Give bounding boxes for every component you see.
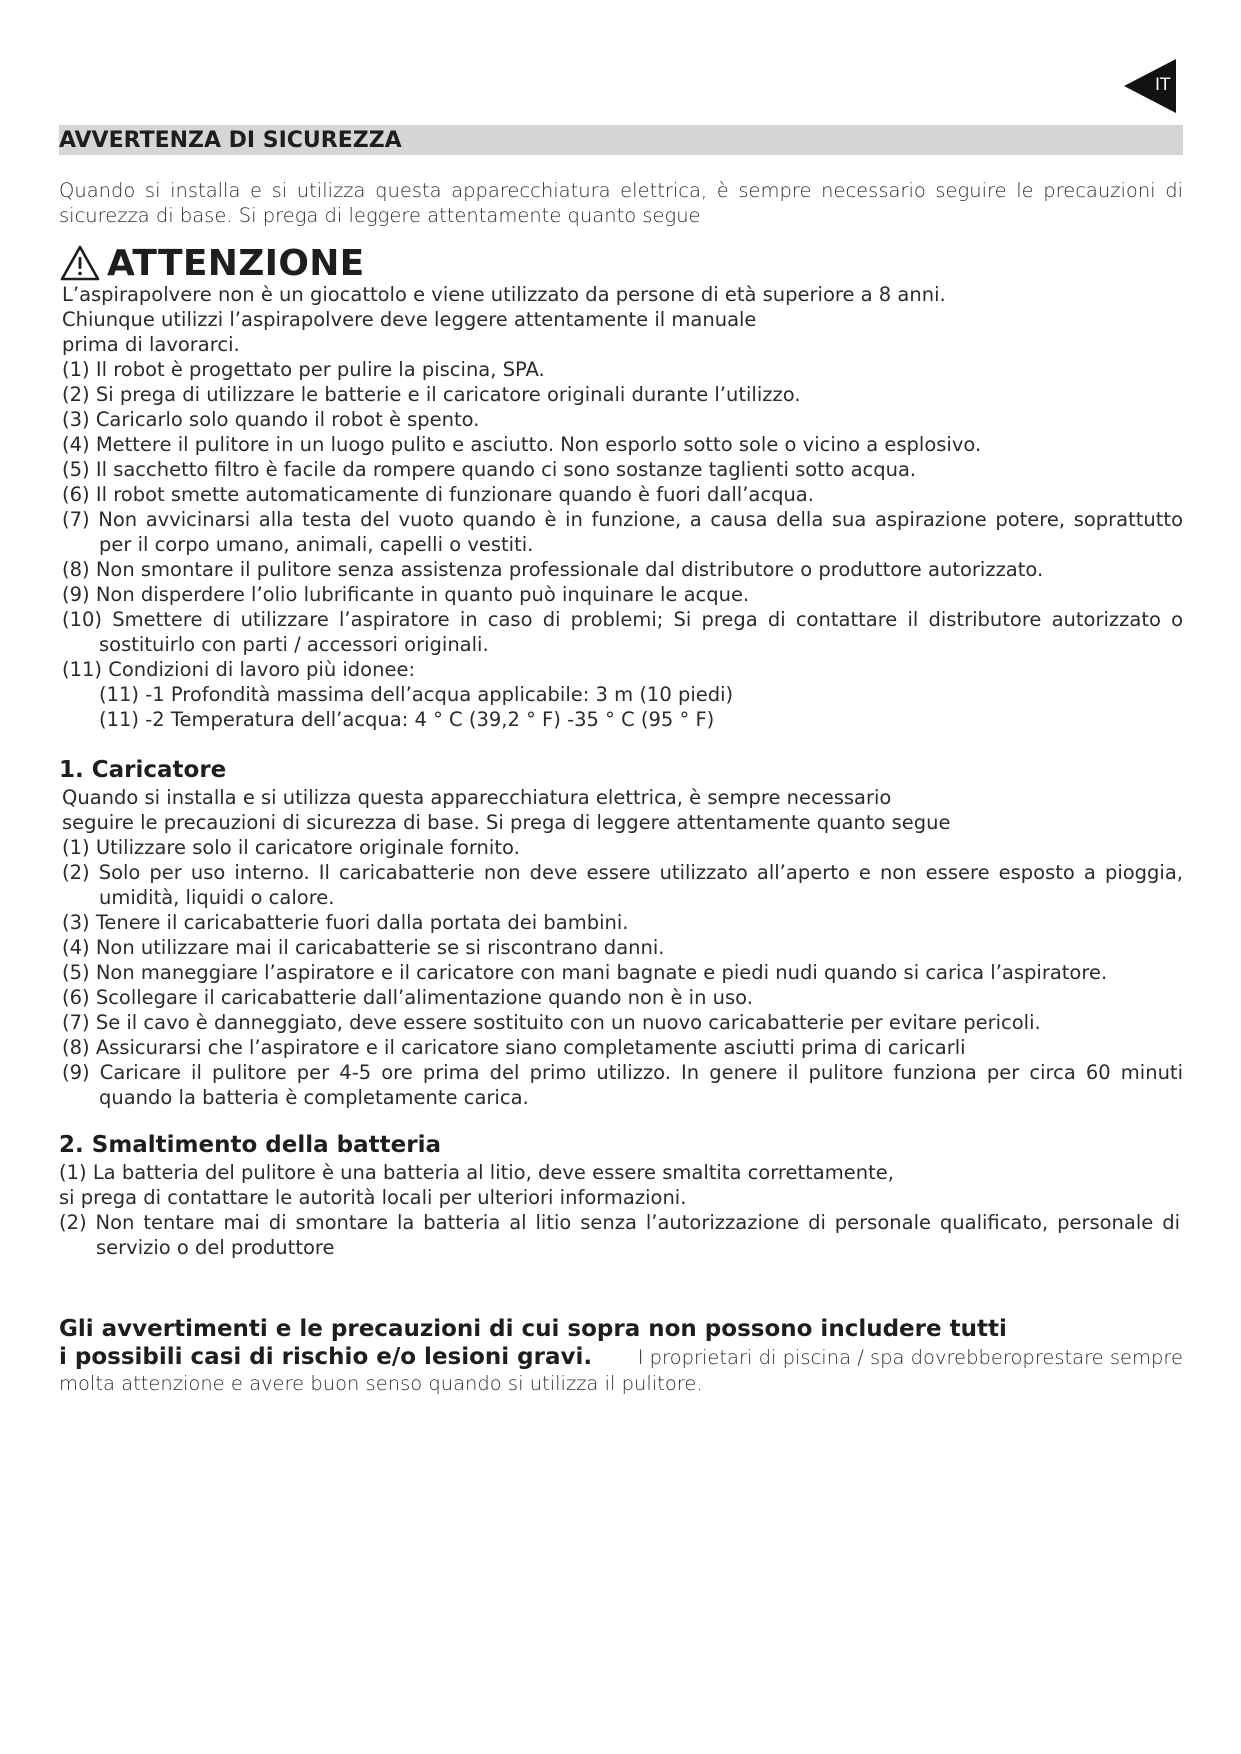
list-item-continuation: sostituirlo con parti / accessori originali. (99, 633, 489, 656)
list-item: (5) Non maneggiare l’aspiratore e il caricatore con mani bagnate e piedi nudi quando si carica l’aspiratore. (62, 961, 1108, 984)
charger-list (62, 785, 1183, 1110)
list-item: Chiunque utilizzi l’aspirapolvere deve leggere attentamente il manuale (62, 308, 757, 331)
list-item: (11) Condizioni di lavoro più idonee: (62, 658, 416, 681)
list-item: (1) Il robot è progettato per pulire la piscina, SPA. (62, 358, 545, 381)
disclaimer-bold-line: Gli avvertimenti e le precauzioni di cui sopra non possono includere tutti (59, 1316, 1007, 1342)
final-disclaimer (59, 1315, 1183, 1396)
disclaimer-text: I proprietari di piscina / spa dovrebberoprestare sempre (637, 1346, 1183, 1369)
list-item: Quando si installa e si utilizza questa apparecchiatura elettrica, è sempre necessario (62, 786, 892, 809)
disclaimer-text: molta attenzione e avere buon senso quando si utilizza il pulitore. (59, 1372, 703, 1395)
list-item: (10) Smettere di utilizzare l’aspiratore in caso di problemi; Si prega di contattare il distributore autorizzato o (62, 608, 1183, 631)
attention-list (62, 282, 1183, 732)
list-item: (7) Non avvicinarsi alla testa del vuoto quando è in funzione, a causa della sua aspirazione potere, soprattutto (62, 508, 1183, 531)
list-item: seguire le precauzioni di sicurezza di base. Si prega di leggere attentamente quanto segue (62, 811, 951, 834)
list-item: (5) Il sacchetto filtro è facile da rompere quando ci sono sostanze taglienti sotto acqua. (62, 458, 917, 481)
safety-title: AVVERTENZA DI SICUREZZA (59, 128, 402, 153)
list-item: (3) Tenere il caricabatterie fuori dalla portata dei bambini. (62, 911, 629, 934)
attention-title: ATTENZIONE (107, 242, 365, 284)
list-sub-item: (11) -1 Profondità massima dell’acqua applicabile: 3 m (10 piedi) (99, 683, 734, 706)
list-item-continuation: umidità, liquidi o calore. (99, 886, 335, 909)
list-item: (8) Assicurarsi che l’aspiratore e il caricatore siano completamente asciutti prima di caricarli (62, 1036, 966, 1059)
list-item: (3) Caricarlo solo quando il robot è spento. (62, 408, 480, 431)
list-item: (2) Non tentare mai di smontare la batteria al litio senza l’autorizzazione di personale qualificato, personale di (59, 1211, 1180, 1234)
list-item: prima di lavorarci. (62, 333, 240, 356)
list-item-continuation: per il corpo umano, animali, capelli o vestiti. (99, 533, 534, 556)
list-item-continuation: servizio o del produttore (96, 1236, 335, 1259)
language-tab-shape (1124, 59, 1183, 113)
safety-intro: Quando si installa e si utilizza questa apparecchiatura elettrica, è sempre necessario seguire le precauzioni di sicurezza di base. Si prega di leggere attentamente quanto segue (59, 179, 1183, 227)
charger-title: 1. Caricatore (59, 757, 227, 783)
list-item: (2) Solo per uso interno. Il caricabatterie non deve essere utilizzato all’aperto e non essere esposto a pioggia, (62, 861, 1183, 884)
attention-heading (59, 240, 365, 286)
battery-list (59, 1160, 1180, 1260)
disclaimer-bold-line: i possibili casi di rischio e/o lesioni gravi. (59, 1344, 593, 1370)
list-item-continuation: quando la batteria è completamente carica. (99, 1086, 529, 1109)
list-item: L’aspirapolvere non è un giocattolo e viene utilizzato da persone di età superiore a 8 anni. (62, 283, 946, 306)
language-code: IT (1155, 75, 1171, 95)
battery-title: 2. Smaltimento della batteria (59, 1132, 441, 1158)
language-tab (1124, 59, 1183, 113)
list-item: si prega di contattare le autorità locali per ulteriori informazioni. (59, 1186, 687, 1209)
list-item: (1) Utilizzare solo il caricatore originale fornito. (62, 836, 520, 859)
list-item: (8) Non smontare il pulitore senza assistenza professionale dal distributore o produttore autorizzato. (62, 558, 1044, 581)
list-item: (6) Il robot smette automaticamente di funzionare quando è fuori dall’acqua. (62, 483, 814, 506)
list-item: (7) Se il cavo è danneggiato, deve essere sostituito con un nuovo caricabatterie per evitare pericoli. (62, 1011, 1041, 1034)
list-item: (9) Non disperdere l’olio lubrificante in quanto può inquinare le acque. (62, 583, 750, 606)
list-item: (2) Si prega di utilizzare le batterie e il caricatore originali durante l’utilizzo. (62, 383, 801, 406)
list-sub-item: (11) -2 Temperatura dell’acqua: 4 ° C (39,2 ° F) -35 ° C (95 ° F) (99, 708, 715, 731)
safety-section-header (59, 125, 1183, 155)
list-item: (6) Scollegare il caricabatterie dall’alimentazione quando non è in uso. (62, 986, 753, 1009)
list-item: (9) Caricare il pulitore per 4-5 ore prima del primo utilizzo. In genere il pulitore funziona per circa 60 minuti (62, 1061, 1183, 1084)
list-item: (4) Mettere il pulitore in un luogo pulito e asciutto. Non esporlo sotto sole o vicino a esplosivo. (62, 433, 982, 456)
list-item: (1) La batteria del pulitore è una batteria al litio, deve essere smaltita correttamente, (59, 1161, 894, 1184)
list-item: (4) Non utilizzare mai il caricabatterie se si riscontrano danni. (62, 936, 665, 959)
warning-triangle-icon (59, 244, 101, 282)
